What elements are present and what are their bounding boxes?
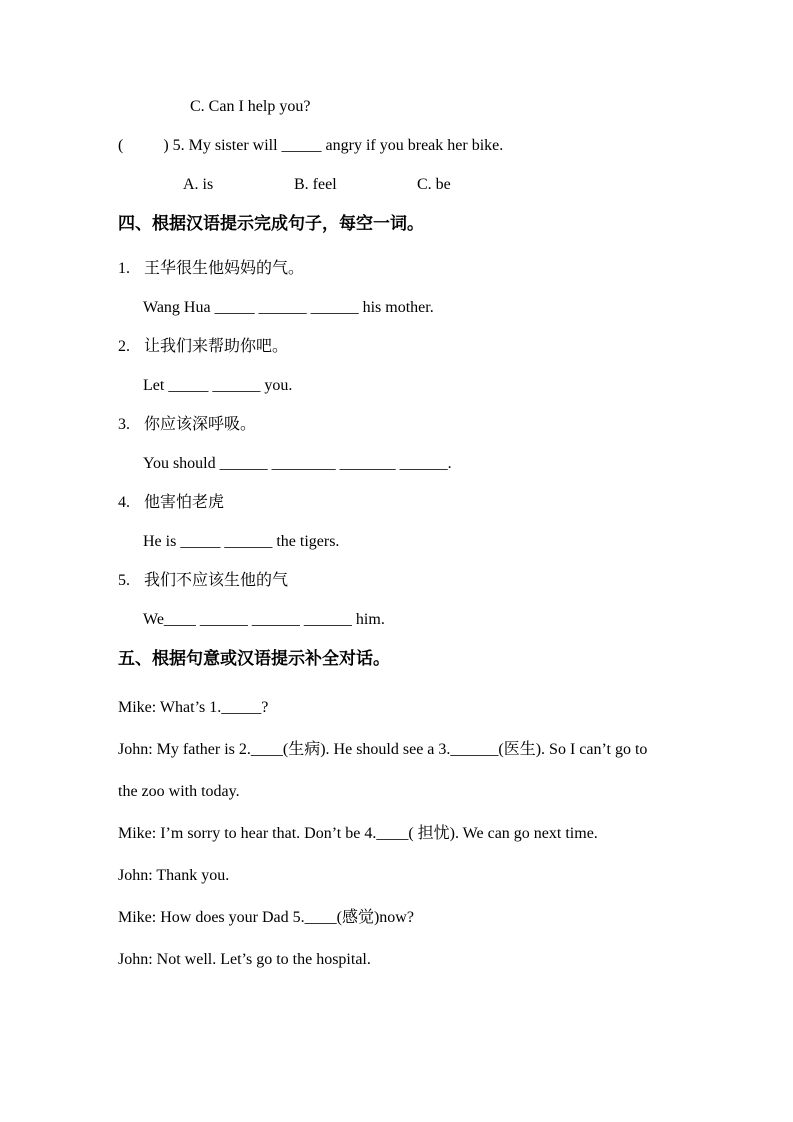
s4-item5-answer-line: We____ ______ ______ ______ him. [143,611,385,628]
section-four-title: 四、根据汉语提示完成句子，每空一词。 [118,214,424,233]
mc-option-c-line: C. Can I help you? [190,98,311,115]
s4-item3-answer-line: You should ______ ________ _______ ______. [143,455,452,472]
s4-item4-prompt [118,490,693,515]
dialogue-line-5: Mike: How does your Dad 5.____(感觉)now? [118,909,414,926]
s4-item5-prompt [118,568,693,593]
s4-item5-number: 5. [118,572,130,589]
dialogue-line-1: Mike: What’s 1._____? [118,699,269,716]
mc-options-row [118,172,693,197]
dialogue-line-3: Mike: I’m sorry to hear that. Don’t be 4.____( 担忧). We can go next time. [118,825,598,842]
dialogue-line-2-wrap: the zoo with today. [118,783,240,800]
s4-item1-chinese: 王华很生他妈妈的气。 [144,260,305,277]
s4-item2-chinese: 让我们来帮助你吧。 [144,338,289,355]
s4-item3-number: 3. [118,416,130,433]
s4-item1-answer-line: Wang Hua _____ ______ ______ his mother. [143,299,434,316]
mc-option-a: A. is [183,176,214,193]
mc-question-5: ( ) 5. My sister will _____ angry if you break her bike. [118,137,504,154]
dialogue-line-2: John: My father is 2.____(生病). He should see a 3.______(医生). So I can’t go to [118,741,648,758]
s4-item3-prompt [118,412,693,437]
s4-item1-number: 1. [118,260,130,277]
s4-item4-number: 4. [118,494,130,511]
dialogue-line-4: John: Thank you. [118,867,230,884]
dialogue-line-6: John: Not well. Let’s go to the hospital. [118,951,371,968]
s4-item3-chinese: 你应该深呼吸。 [144,416,257,433]
s4-item2-answer-line: Let _____ ______ you. [143,377,293,394]
s4-item1-prompt [118,256,693,281]
s4-item5-chinese: 我们不应该生他的气 [144,572,289,589]
s4-item4-chinese: 他害怕老虎 [144,494,225,511]
s4-item2-number: 2. [118,338,130,355]
mc-option-b: B. feel [294,176,337,193]
mc-option-c: C. be [417,176,451,193]
section-five-title: 五、根据句意或汉语提示补全对话。 [118,649,390,668]
s4-item2-prompt [118,334,693,359]
s4-item4-answer-line: He is _____ ______ the tigers. [143,533,340,550]
